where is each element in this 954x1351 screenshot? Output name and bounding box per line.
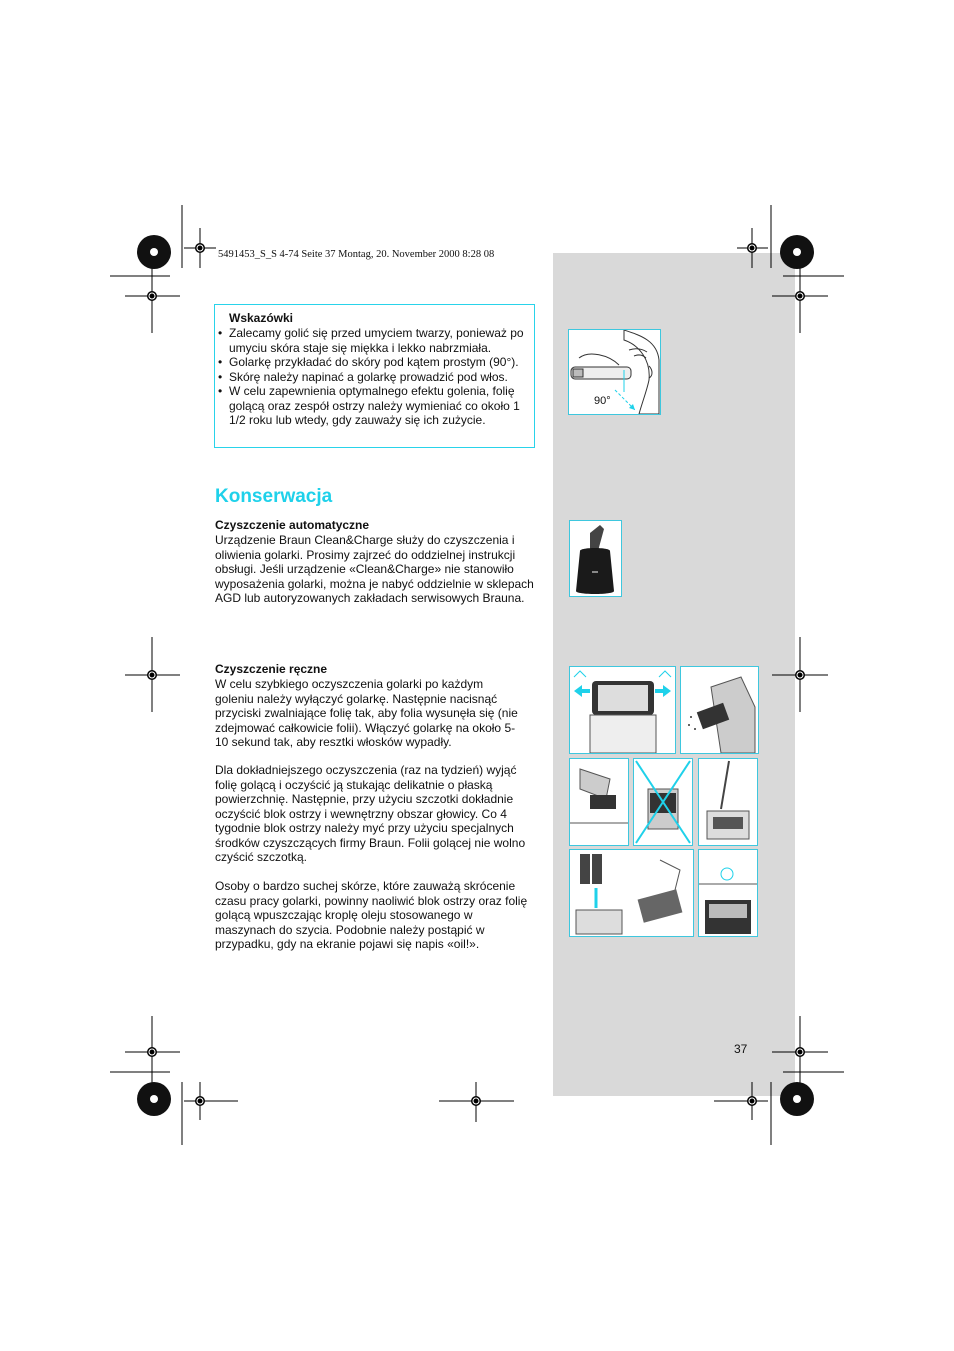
tip-text: Golarkę przykładać do skóry pod kątem prostym (90°). xyxy=(229,355,519,369)
manual-cleaning-text-3: Osoby o bardzo suchej skórze, które zauważą skrócenie czasu pracy golarki, powinny naoliwić blok ostrzy oraz folię golącą wpuszczając kroplę oleju stosowanego w maszynach do szycia. Podobnie należy postąpić w przypadku, gdy na ekranie pojawi się napis «oil!». xyxy=(215,879,528,951)
manual-cleaning-text-2: Dla dokładniejszego oczyszczenia (raz na tydzień) wyjąć folię golącą i oczyścić ją stukając delikatnie o płaską powierzchnię. Następnie, przy użyciu szczotki dokładnie oczyścić blok ostrzy i wewnętrzny obszar głowicy. Co 4 tygodnie blok ostrzy należy myć przy użyciu specjalnych środków czyszczących firmy Braun. Folii golącej nie wolno czyścić szczotką. xyxy=(215,763,526,864)
tip-item xyxy=(218,355,538,370)
bullet-icon: • xyxy=(218,326,223,340)
tips-list xyxy=(218,326,538,428)
foil-tap-figure xyxy=(569,758,629,846)
brush-cleaning-figure xyxy=(698,758,758,846)
clean-charge-figure xyxy=(569,520,622,597)
shaver-running-figure xyxy=(680,666,759,754)
bullet-icon: • xyxy=(218,355,223,369)
tip-text: Zalecamy golić się przed umyciem twarzy, ponieważ po umyciu skóra staje się miękka i lekko nabrzmiała. xyxy=(229,326,524,355)
print-header: 5491453_S_S 4-74 Seite 37 Montag, 20. November 2000 8:28 08 xyxy=(218,249,495,260)
tip-item xyxy=(218,326,538,355)
auto-cleaning-title: Czyszczenie automatyczne xyxy=(215,518,370,532)
tip-text: W celu zapewnienia optymalnego efektu golenia, folię golącą oraz zespół ostrzy należy wymieniać co około 1 1/2 roku lub wtedy, gdy zauważy się ich zużycie. xyxy=(229,384,520,427)
section-heading: Konserwacja xyxy=(215,486,333,507)
bullet-icon: • xyxy=(218,384,223,398)
shaving-angle-figure xyxy=(568,329,661,415)
tip-item xyxy=(218,384,538,428)
oiling-figure xyxy=(698,849,758,937)
cutter-block-figure xyxy=(569,849,694,937)
tip-item xyxy=(218,370,538,385)
bullet-icon: • xyxy=(218,369,223,384)
no-brush-on-foil-figure xyxy=(633,758,693,846)
foil-release-figure xyxy=(569,666,676,754)
manual-cleaning-text-1: W celu szybkiego oczyszczenia golarki po każdym goleniu należy wyłączyć golarkę. Następnie nacisnąć przyciski zwalniające folię tak, aby folia wysunęła się (nie zdejmować całkowicie folii). Włączyć golarkę na około 5-10 sekund tak, aby resztki włosków wypadły. xyxy=(215,677,518,749)
angle-label: 90° xyxy=(594,395,611,407)
tips-title: Wskazówki xyxy=(229,311,294,325)
page-number: 37 xyxy=(734,1042,748,1056)
tip-text: Skórę należy napinać a golarkę prowadzić pod włos. xyxy=(229,369,508,384)
auto-cleaning-text: Urządzenie Braun Clean&Charge służy do czyszczenia i oliwienia golarki. Prosimy zajrzeć do oddzielnej instrukcji obsługi. Jeśli urządzenie «Clean&Charge» nie stanowiło wyposażenia golarki, można je nabyć oddzielnie w sklepach AGD lub autoryzowanych zakładach serwisowych Brauna. xyxy=(215,533,534,605)
manual-cleaning-title: Czyszczenie ręczne xyxy=(215,662,328,676)
